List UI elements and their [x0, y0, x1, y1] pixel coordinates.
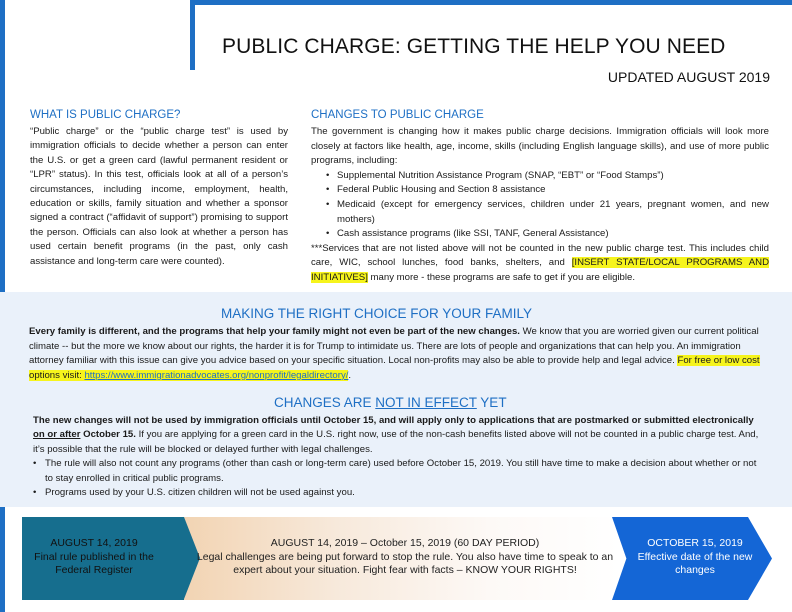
insert-placeholder: [INSERT STATE/LOCAL PROGRAMS AND INITIATIVES]	[311, 257, 769, 283]
family-text: We know that you are worried given our current political climate -- but the more we know about our rights, the harder it is for Trump to intimidate us. There are lots of people and organizations that can help you. An immigration attorney familiar with this issue can give you advice based on your specific situation. Local non-profits may also be able to provide help and legal advice.	[29, 326, 759, 367]
updated-date: UPDATED AUGUST 2019	[607, 69, 770, 85]
what-is-heading: WHAT IS PUBLIC CHARGE?	[30, 109, 181, 121]
list-item: • The rule will also not count any programs (other than cash or long-term care) used before October 15, 2019. You still have time to make a decision about whether or not to stay enrolled in critical public programs.	[33, 457, 760, 486]
timeline-period	[190, 537, 620, 578]
page-title: PUBLIC CHARGE: GETTING THE HELP YOU NEED	[222, 35, 726, 58]
what-is-body: “Public charge” or the “public charge test” is used by immigration officials to decide whether a person can enter the U.S. or get a green card (lawful permanent resident or “LPR” status). In this test, officials look at all of a person’s circumstances, including income, employment, health, education or skills, family situation and whether a sponsor signed a contract (“affidavit of support”) promising to support the person. Officials can also look at whether a person has used certain benefit programs (in the past, only cash assistance and long-term care were counted).	[30, 126, 288, 267]
timeline-date: AUGUST 14, 2019	[50, 537, 138, 549]
timeline-desc: Legal challenges are being put forward to stop the rule. You also have time to speak to an expert about your situation. Fight fear with facts – KNOW YOUR RIGHTS!	[196, 550, 614, 576]
timeline-effective	[628, 537, 762, 578]
timeline-date: OCTOBER 15, 2019	[647, 537, 743, 549]
changes-note	[311, 242, 769, 286]
list-item: • Federal Public Housing and Section 8 assistance	[311, 183, 769, 198]
list-item: • Medicaid (except for emergency services, children under 21 years, pregnant women, and new mothers)	[311, 198, 769, 227]
effect-heading-underline: NOT IN EFFECT	[375, 395, 477, 410]
effect-list	[33, 457, 760, 500]
list-item: • Cash assistance programs (like SSI, TANF, General Assistance)	[311, 227, 769, 242]
effect-paragraph	[33, 414, 760, 457]
note-text-end: many more - these programs are safe to get if you are eligible.	[367, 271, 636, 283]
effect-lead: The new changes will not be used by immigration officials until October 15, and will apply only to applications that are postmarked or submitted electronically	[33, 415, 754, 426]
list-item: • Programs used by your U.S. citizen children will not be used against you.	[33, 486, 760, 500]
effect-text: If you are applying for a green card in the U.S. right now, use of the non-cash benefits listed above will not be counted in a public charge test. And, it’s possible that the rule will be blocked or delayed further with legal challenges.	[33, 429, 759, 455]
effect-heading-start: CHANGES ARE	[274, 395, 376, 410]
timeline-start	[24, 537, 164, 578]
family-lead: Every family is different, and the programs that help your family might not even be part of the new changes.	[29, 326, 520, 337]
timeline-desc: Effective date of the new changes	[637, 550, 753, 576]
effect-heading-end: YET	[476, 395, 507, 410]
changes-intro: The government is changing how it makes public charge decisions. Immigration officials will look more closely at factors like health, age, income, skills (including English language skills), and use of more public programs, including:	[311, 126, 769, 167]
effect-heading	[274, 395, 507, 410]
changes-list	[311, 169, 769, 242]
changes-body	[311, 125, 769, 286]
legal-directory-link[interactable]: https://www.immigrationadvocates.org/nonprofit/legaldirectory/	[84, 369, 349, 381]
family-body	[29, 325, 765, 383]
family-heading: MAKING THE RIGHT CHOICE FOR YOUR FAMILY	[221, 306, 533, 321]
list-item: • Supplemental Nutrition Assistance Program (SNAP, “EBT” or “Food Stamps”)	[311, 169, 769, 184]
changes-heading: CHANGES TO PUBLIC CHARGE	[311, 109, 484, 121]
free-options-highlight: For free or low cost options visit:	[29, 355, 760, 381]
note-text: ***Services that are not listed above will not be counted in the new public charge test. This includes child care, WIC, school lunches, food banks, shelters, and	[311, 242, 769, 269]
effect-lead-end: October 15.	[80, 429, 136, 441]
effect-body	[33, 414, 760, 500]
timeline-desc: Final rule published in the Federal Register	[34, 550, 154, 576]
timeline-date: AUGUST 14, 2019 – October 15, 2019 (60 DAY PERIOD)	[270, 537, 540, 549]
effect-lead-underline: on or after	[33, 429, 81, 441]
link-end: .	[348, 369, 352, 381]
